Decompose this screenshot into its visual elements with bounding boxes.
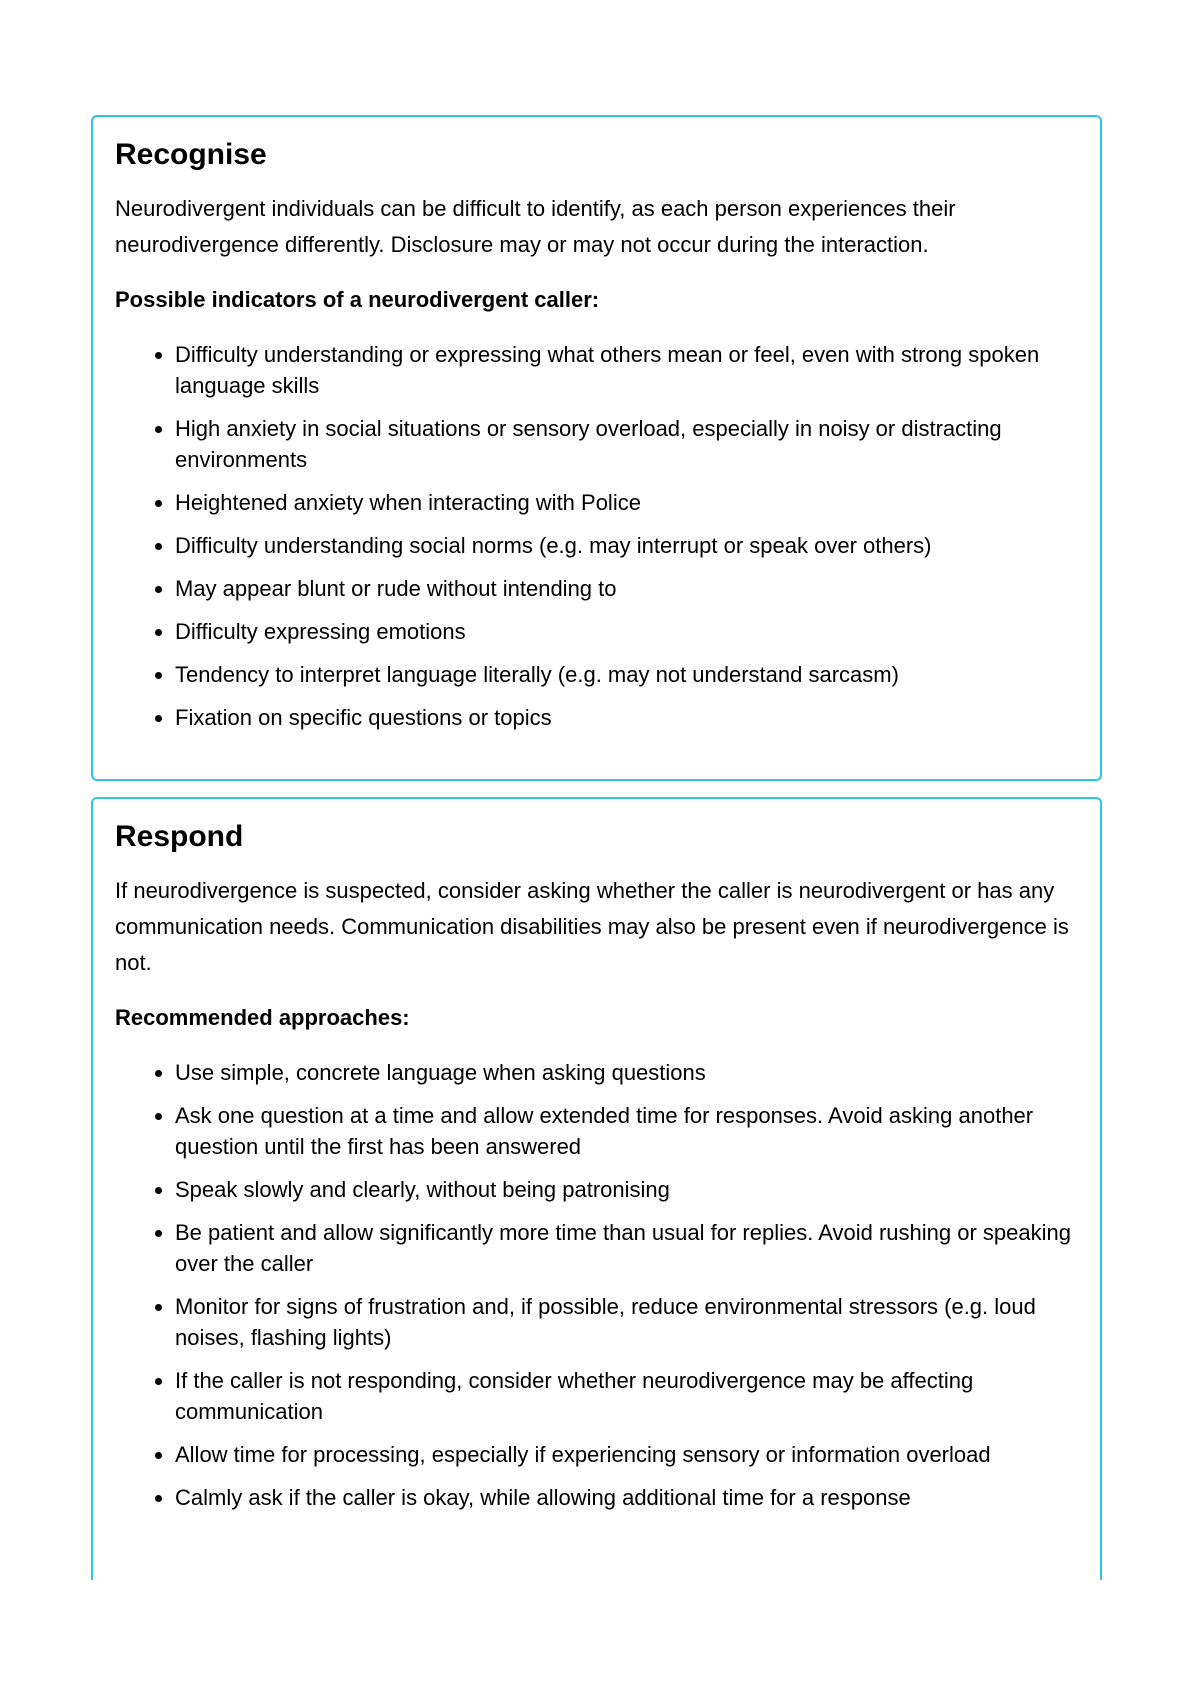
recognise-section <box>91 115 1102 781</box>
indicator-list <box>115 339 1078 733</box>
section-intro: If neurodivergence is suspected, consider asking whether the caller is neurodivergent or has any communication needs. Communication disabilities may also be present even if neurodivergence is not. <box>115 878 1069 975</box>
list-item: • Use simple, concrete language when asking questions <box>175 1057 1078 1088</box>
list-item: • Difficulty understanding or expressing what others mean or feel, even with strong spoken language skills <box>175 339 1078 401</box>
list-item: • Difficulty understanding social norms (e.g. may interrupt or speak over others) <box>175 530 1078 561</box>
section-subheading: Recommended approaches: <box>115 1005 410 1030</box>
list-item: • May appear blunt or rude without intending to <box>175 573 1078 604</box>
list-item: • Ask one question at a time and allow extended time for responses. Avoid asking another question until the first has been answered <box>175 1100 1078 1162</box>
list-item: • Calmly ask if the caller is okay, while allowing additional time for a response <box>175 1482 1078 1513</box>
list-item: • Tendency to interpret language literally (e.g. may not understand sarcasm) <box>175 659 1078 690</box>
list-item: • Difficulty expressing emotions <box>175 616 1078 647</box>
list-item: • Fixation on specific questions or topics <box>175 702 1078 733</box>
list-item: • High anxiety in social situations or sensory overload, especially in noisy or distracting environments <box>175 413 1078 475</box>
list-item: • If the caller is not responding, consider whether neurodivergence may be affecting communication <box>175 1365 1078 1427</box>
section-intro: Neurodivergent individuals can be difficult to identify, as each person experiences their neurodivergence differently. Disclosure may or may not occur during the interaction. <box>115 196 956 257</box>
list-item: • Speak slowly and clearly, without being patronising <box>175 1174 1078 1205</box>
list-item: • Monitor for signs of frustration and, if possible, reduce environmental stressors (e.g. loud noises, flashing lights) <box>175 1291 1078 1353</box>
section-title: Respond <box>115 820 244 853</box>
section-title: Recognise <box>115 138 267 171</box>
approach-list <box>115 1057 1078 1513</box>
list-item: • Be patient and allow significantly more time than usual for replies. Avoid rushing or speaking over the caller <box>175 1217 1078 1279</box>
page-bottom-margin <box>0 1580 1188 1684</box>
list-item: • Heightened anxiety when interacting with Police <box>175 487 1078 518</box>
section-subheading: Possible indicators of a neurodivergent caller: <box>115 287 600 312</box>
respond-section <box>91 797 1102 1597</box>
list-item: • Allow time for processing, especially if experiencing sensory or information overload <box>175 1439 1078 1470</box>
